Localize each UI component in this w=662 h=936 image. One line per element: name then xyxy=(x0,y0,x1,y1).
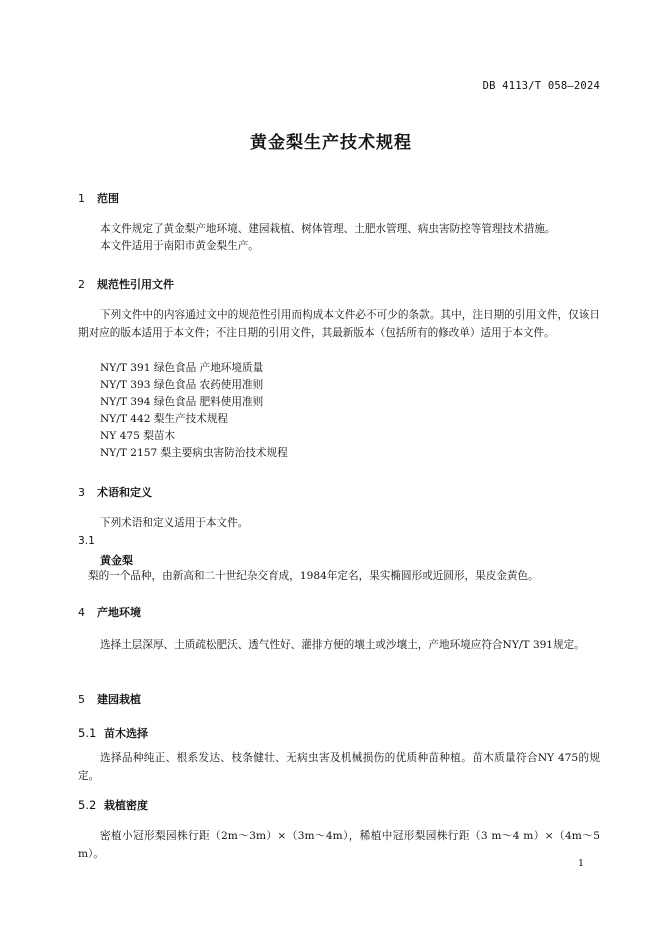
reference-item: NY/T 2157 梨主要病虫害防治技术规程 xyxy=(100,447,288,459)
section-1-paragraph-1: 本文件规定了黄金梨产地环境、建园栽植、树体管理、土肥水管理、病虫害防控等管理技术措施。 xyxy=(100,223,556,235)
section-title: 范围 xyxy=(97,192,119,205)
section-number: 1 xyxy=(78,192,85,205)
section-5-heading xyxy=(78,691,141,707)
reference-item: NY/T 393 绿色食品 农药使用准则 xyxy=(100,379,264,391)
section-1-paragraph-2: 本文件适用于南阳市黄金梨生产。 xyxy=(100,240,259,252)
section-4-paragraph: 选择土层深厚、土质疏松肥沃、透气性好、灌排方便的壤土或沙壤土，产地环境应符合NY/T 391规定。 xyxy=(100,639,585,651)
section-number: 2 xyxy=(78,278,85,291)
section-4-heading xyxy=(78,604,141,620)
subsection-5-2-heading xyxy=(78,797,148,813)
section-3-intro: 下列术语和定义适用于本文件。 xyxy=(100,517,249,529)
term-definition: 梨的一个品种，由新高和二十世纪杂交育成，1984年定名，果实椭圆形或近圆形，果皮金黄色。 xyxy=(88,570,539,582)
term-number: 3.1 xyxy=(78,535,95,547)
section-3-heading xyxy=(78,484,152,500)
reference-item: NY/T 391 绿色食品 产地环境质量 xyxy=(100,362,264,374)
subsection-title: 栽植密度 xyxy=(104,799,148,812)
section-title: 规范性引用文件 xyxy=(97,278,174,291)
subsection-5-2-paragraph: 密植小冠形梨园株行距（2m～3m）×（3m～4m），稀植中冠形梨园株行距（3 m～4 m）×（4m～5 m）。 xyxy=(78,830,600,860)
section-1-heading xyxy=(78,190,119,206)
section-number: 3 xyxy=(78,486,85,499)
term-name: 黄金梨 xyxy=(100,554,133,567)
subsection-5-1-paragraph: 选择品种纯正、根系发达、枝条健壮、无病虫害及机械损伤的优质种苗种植。苗木质量符合NY 475的规定。 xyxy=(78,752,600,782)
section-2-heading xyxy=(78,276,174,292)
reference-item: NY 475 梨苗木 xyxy=(100,430,175,442)
section-title: 术语和定义 xyxy=(97,486,152,499)
reference-item: NY/T 394 绿色食品 肥料使用准则 xyxy=(100,396,264,408)
subsection-number: 5.1 xyxy=(78,726,97,740)
page-number: 1 xyxy=(577,858,584,869)
section-number: 5 xyxy=(78,693,85,706)
section-title: 产地环境 xyxy=(97,606,141,619)
reference-item: NY/T 442 梨生产技术规程 xyxy=(100,413,229,425)
subsection-number: 5.2 xyxy=(78,798,97,812)
section-2-intro: 下列文件中的内容通过文中的规范性引用而构成本文件必不可少的条款。其中，注日期的引用文件，仅该日期对应的版本适用于本文件；不注日期的引用文件，其最新版本（包括所有的修改单）适用于本文件。 xyxy=(78,309,600,339)
section-title: 建园栽植 xyxy=(97,693,141,706)
subsection-5-1-heading xyxy=(78,725,148,741)
standard-code: DB 4113/T 058—2024 xyxy=(482,80,600,92)
section-number: 4 xyxy=(78,606,85,619)
page-title: 黄金梨生产技术规程 xyxy=(250,133,412,153)
subsection-title: 苗木选择 xyxy=(104,727,148,740)
